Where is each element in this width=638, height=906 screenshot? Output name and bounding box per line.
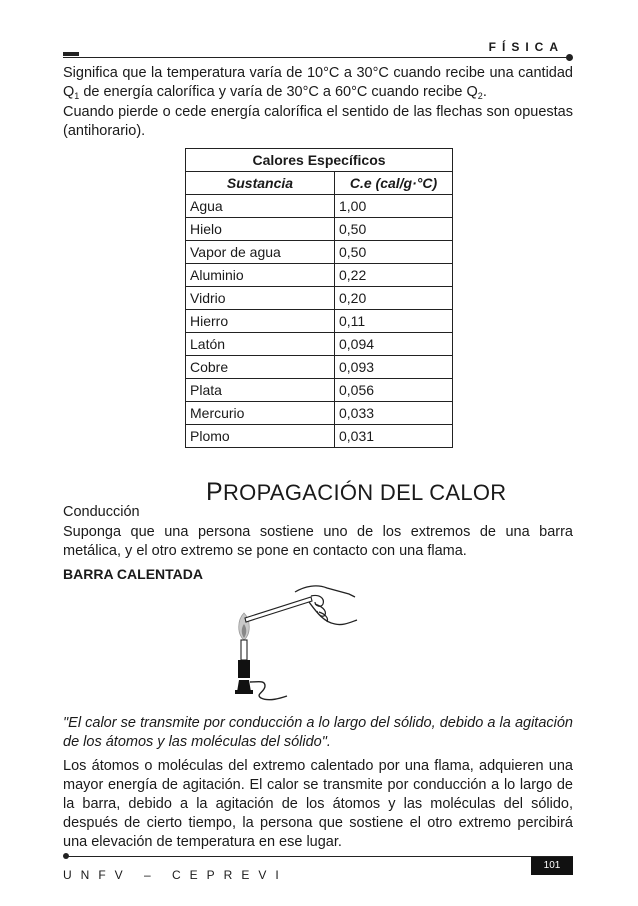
table-row: Vidrio 0,20 <box>186 287 453 310</box>
burner-base <box>235 690 253 694</box>
section-title: PROPAGACIÓN DEL CALOR <box>206 478 507 506</box>
heated-bar-illustration <box>225 580 365 705</box>
table-row: Mercurio 0,033 <box>186 402 453 425</box>
metal-bar <box>245 597 312 622</box>
footer-rule <box>66 856 573 857</box>
conduction-quote: "El calor se transmite por conducción a lo largo del sólido, debido a la agitación de los átomos y las moléculas del sólido". <box>63 715 573 750</box>
conduction-paragraph: Suponga que una persona sostiene uno de los extremos de una barra metálica, y el otro extremo se pone en contacto con una flama. <box>63 524 573 559</box>
burner-body <box>238 660 250 678</box>
header-subject: FÍSICA <box>488 40 564 54</box>
hand-icon <box>295 586 355 597</box>
header-dash <box>63 52 79 56</box>
header-rule <box>63 57 570 58</box>
table-row: Hielo 0,50 <box>186 218 453 241</box>
table-row: Cobre 0,093 <box>186 356 453 379</box>
table-row: Plomo 0,031 <box>186 425 453 448</box>
table-caption: Calores Específicos <box>186 149 453 172</box>
header-dot <box>566 54 573 61</box>
table-row: Aluminio 0,22 <box>186 264 453 287</box>
column-header-substance: Sustancia <box>186 172 335 195</box>
burner-tube <box>241 640 247 660</box>
intro-paragraph-1: Significa que la temperatura varía de 10°C a 30°C cuando recibe una cantidad $Q_1$ de energía calorífica y varía de 30°C a 60°C cuando recibe $Q_2$. <box>63 65 573 101</box>
conduction-explanation: Los átomos o moléculas del extremo calentado por una flama, adquieren una mayor energía de agitación. El calor se transmite por conducción a lo largo de la barra, debido a la agitación de los átomos y las moléculas del sólido, después de cierto tiempo, la persona que sostiene el otro extremo percibirá una elevación de temperatura en ese lugar. <box>63 758 573 850</box>
table-row: Agua 1,00 <box>186 195 453 218</box>
table-row: Plata 0,056 <box>186 379 453 402</box>
conduction-heading: Conducción <box>63 504 140 520</box>
figure-label: BARRA CALENTADA <box>63 566 203 582</box>
intro-paragraph-2: Cuando pierde o cede energía calorífica el sentido de las flechas son opuestas (antihorario). <box>63 104 573 139</box>
footer-publisher: UNFV – CEPREVI <box>63 868 288 882</box>
table-row: Latón 0,094 <box>186 333 453 356</box>
table-row: Vapor de agua 0,50 <box>186 241 453 264</box>
page-number: 101 <box>531 857 573 875</box>
table-row: Hierro 0,11 <box>186 310 453 333</box>
column-header-specific-heat: C.e (cal/g·°C) <box>335 172 453 195</box>
gas-hose <box>250 682 287 700</box>
specific-heat-table <box>185 148 453 448</box>
